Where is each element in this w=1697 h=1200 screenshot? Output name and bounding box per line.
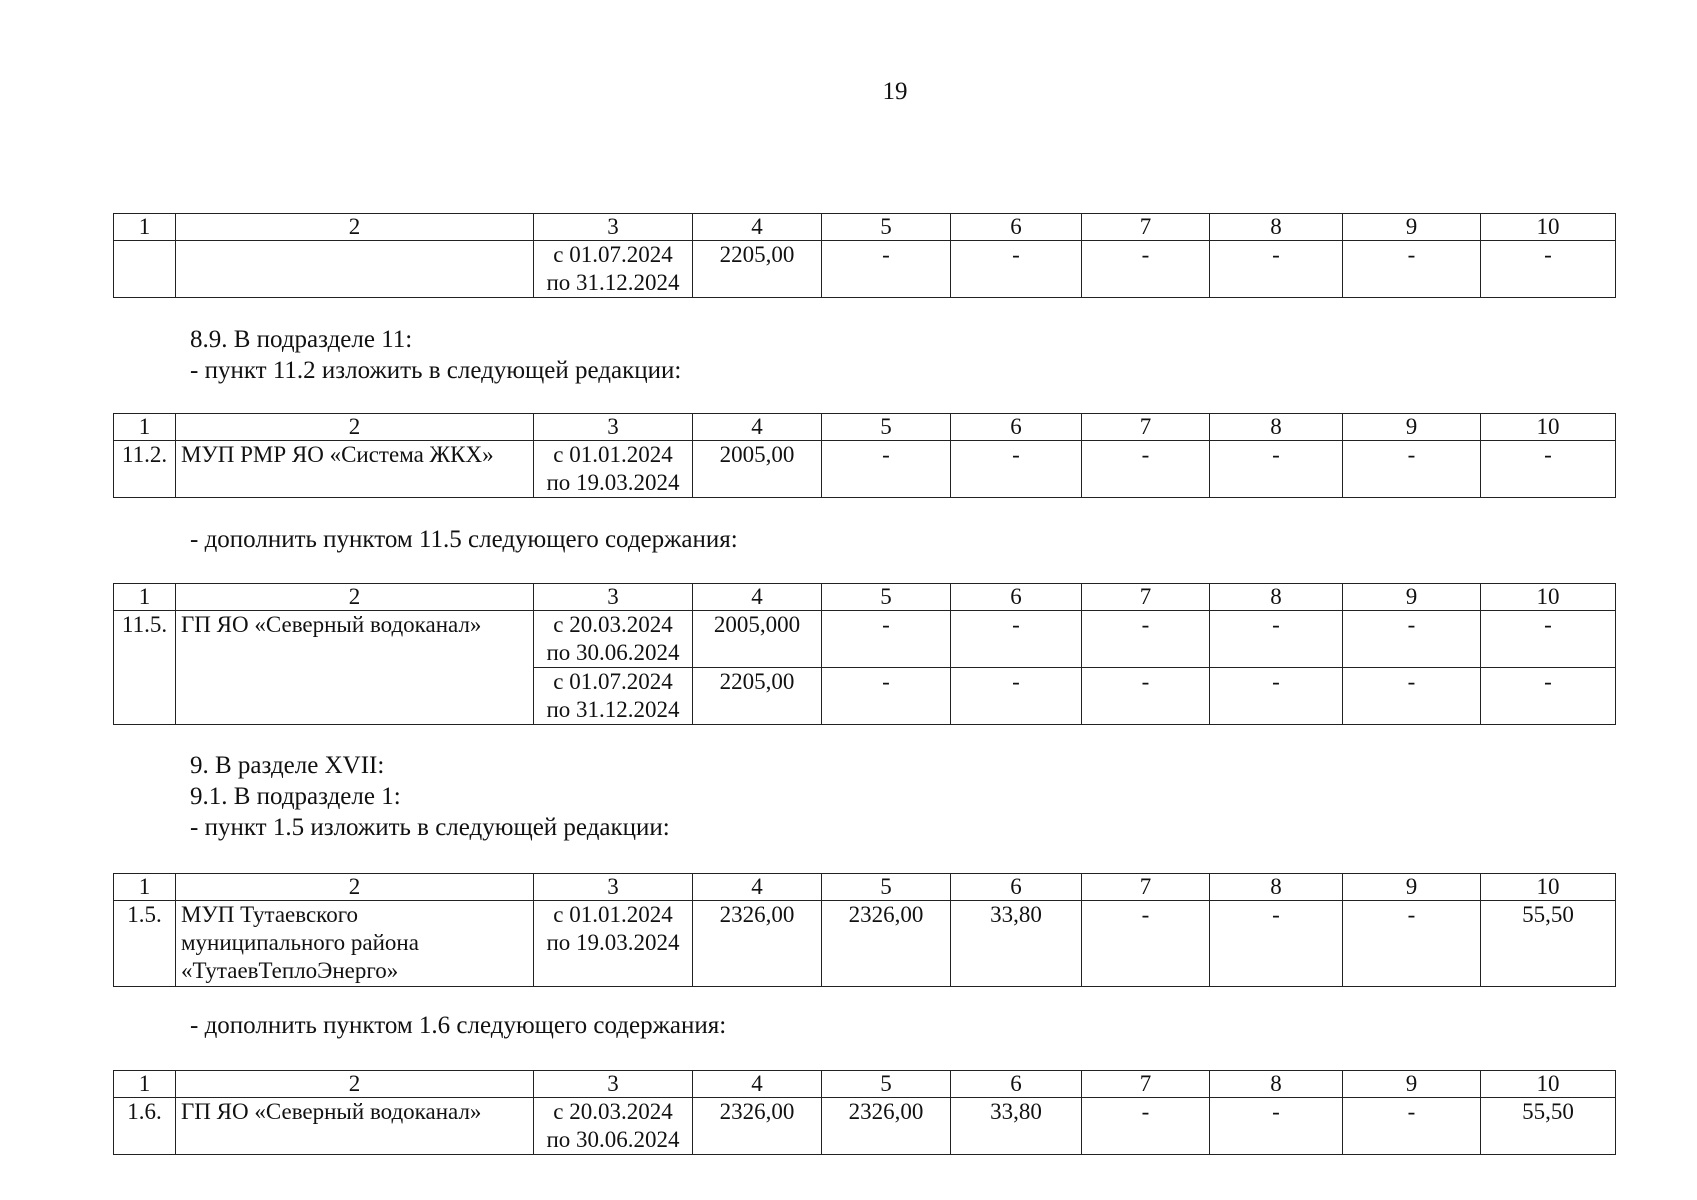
column-header: 7 <box>1082 584 1210 611</box>
instruction-line: 8.9. В подразделе 11: <box>190 326 413 353</box>
period-start: с 01.01.2024 <box>553 902 673 927</box>
column-header: 3 <box>534 1071 693 1098</box>
column-header: 10 <box>1481 584 1616 611</box>
column-header: 5 <box>822 214 951 241</box>
column-header: 8 <box>1210 414 1343 441</box>
period-end: по 31.12.2024 <box>546 697 680 722</box>
item-number-cell: 1.5. <box>114 901 176 987</box>
value-cell: - <box>951 241 1082 298</box>
instruction-line: - дополнить пунктом 11.5 следующего содержания: <box>190 526 738 553</box>
table-row <box>114 441 1616 498</box>
column-header: 2 <box>176 584 534 611</box>
tariff-table-1-5 <box>113 873 1616 987</box>
organization-cell <box>176 241 534 298</box>
period-start: с 20.03.2024 <box>553 1099 673 1124</box>
table-row <box>114 611 1616 668</box>
tariff-table-11-2 <box>113 413 1616 498</box>
value-cell: - <box>1210 441 1343 498</box>
organization-cell <box>176 611 534 725</box>
column-header: 1 <box>114 874 176 901</box>
column-header: 3 <box>534 214 693 241</box>
table-row <box>114 1098 1616 1155</box>
value-cell: 2205,00 <box>693 241 822 298</box>
value-cell: - <box>1343 1098 1481 1155</box>
column-header: 6 <box>951 414 1082 441</box>
value-cell: - <box>951 611 1082 668</box>
column-number-header-row <box>114 1071 1616 1098</box>
value-cell: - <box>1082 901 1210 987</box>
value-cell: - <box>1481 441 1616 498</box>
table-row <box>114 241 1616 298</box>
column-header: 9 <box>1343 584 1481 611</box>
period-start: с 20.03.2024 <box>553 612 673 637</box>
column-header: 8 <box>1210 214 1343 241</box>
column-header: 8 <box>1210 584 1343 611</box>
item-number-cell <box>114 241 176 298</box>
column-number-header-row <box>114 414 1616 441</box>
value-cell: - <box>1210 668 1343 725</box>
column-header: 9 <box>1343 414 1481 441</box>
tariff-table-continuation <box>113 213 1616 298</box>
value-cell: - <box>1481 611 1616 668</box>
column-header: 5 <box>822 414 951 441</box>
period-end: по 31.12.2024 <box>546 270 680 295</box>
organization-cell <box>176 1098 534 1155</box>
organization-cell <box>176 441 534 498</box>
instruction-line: - пункт 11.2 изложить в следующей редакции: <box>190 357 682 384</box>
column-number-header-row <box>114 214 1616 241</box>
value-cell: - <box>1082 241 1210 298</box>
column-header: 2 <box>176 1071 534 1098</box>
column-header: 5 <box>822 584 951 611</box>
instruction-line: 9.1. В подразделе 1: <box>190 783 401 810</box>
value-cell: 2326,00 <box>693 901 822 987</box>
column-header: 7 <box>1082 1071 1210 1098</box>
column-header: 1 <box>114 414 176 441</box>
organization-cell <box>176 901 534 987</box>
period-cell <box>534 901 693 987</box>
organization-name: ГП ЯО «Северный водоканал» <box>181 612 482 637</box>
column-header: 9 <box>1343 874 1481 901</box>
value-cell: - <box>1343 611 1481 668</box>
column-header: 2 <box>176 414 534 441</box>
column-header: 1 <box>114 1071 176 1098</box>
column-header: 2 <box>176 874 534 901</box>
period-end: по 30.06.2024 <box>546 640 680 665</box>
column-header: 1 <box>114 584 176 611</box>
column-header: 3 <box>534 414 693 441</box>
value-cell: - <box>1210 901 1343 987</box>
column-header: 8 <box>1210 874 1343 901</box>
value-cell: - <box>1343 668 1481 725</box>
value-cell: - <box>1210 1098 1343 1155</box>
instruction-line: - пункт 1.5 изложить в следующей редакции: <box>190 814 670 841</box>
column-header: 5 <box>822 874 951 901</box>
column-header: 4 <box>693 584 822 611</box>
column-header: 5 <box>822 1071 951 1098</box>
value-cell: - <box>1481 241 1616 298</box>
table-row <box>114 901 1616 987</box>
column-header: 8 <box>1210 1071 1343 1098</box>
column-header: 4 <box>693 414 822 441</box>
column-header: 4 <box>693 1071 822 1098</box>
column-header: 10 <box>1481 874 1616 901</box>
period-start: с 01.07.2024 <box>553 669 673 694</box>
column-header: 4 <box>693 874 822 901</box>
page-number: 19 <box>882 78 908 105</box>
organization-name: МУП РМР ЯО «Система ЖКХ» <box>181 442 494 467</box>
value-cell: - <box>1481 668 1616 725</box>
value-cell: - <box>1082 668 1210 725</box>
column-header: 7 <box>1082 214 1210 241</box>
tariff-table-11-5 <box>113 583 1616 725</box>
column-header: 3 <box>534 584 693 611</box>
value-cell: 55,50 <box>1481 901 1616 987</box>
value-cell: - <box>1343 441 1481 498</box>
value-cell: - <box>951 441 1082 498</box>
column-header: 10 <box>1481 1071 1616 1098</box>
period-cell <box>534 1098 693 1155</box>
column-header: 6 <box>951 214 1082 241</box>
value-cell: 2005,000 <box>693 611 822 668</box>
column-number-header-row <box>114 874 1616 901</box>
value-cell: - <box>1210 611 1343 668</box>
value-cell: 2326,00 <box>693 1098 822 1155</box>
value-cell: - <box>1210 241 1343 298</box>
column-header: 2 <box>176 214 534 241</box>
organization-name: МУП Тутаевского <box>181 902 359 927</box>
value-cell: 2205,00 <box>693 668 822 725</box>
tariff-table-1-6 <box>113 1070 1616 1155</box>
instruction-paragraph <box>190 750 670 843</box>
value-cell: 33,80 <box>951 901 1082 987</box>
period-end: по 30.06.2024 <box>546 1127 680 1152</box>
value-cell: 2005,00 <box>693 441 822 498</box>
period-cell <box>534 441 693 498</box>
column-header: 1 <box>114 214 176 241</box>
period-cell <box>534 611 693 668</box>
period-start: с 01.01.2024 <box>553 442 673 467</box>
instruction-paragraph <box>190 1010 726 1041</box>
column-header: 4 <box>693 214 822 241</box>
item-number-cell: 11.2. <box>114 441 176 498</box>
value-cell: - <box>1343 901 1481 987</box>
value-cell: - <box>1082 611 1210 668</box>
column-header: 10 <box>1481 214 1616 241</box>
value-cell: 33,80 <box>951 1098 1082 1155</box>
column-header: 6 <box>951 584 1082 611</box>
value-cell: - <box>822 441 951 498</box>
instruction-paragraph <box>190 524 738 555</box>
value-cell: - <box>822 241 951 298</box>
value-cell: 2326,00 <box>822 1098 951 1155</box>
value-cell: 55,50 <box>1481 1098 1616 1155</box>
column-header: 6 <box>951 1071 1082 1098</box>
organization-name: муниципального района <box>181 930 419 955</box>
column-number-header-row <box>114 584 1616 611</box>
period-end: по 19.03.2024 <box>546 470 680 495</box>
value-cell: - <box>951 668 1082 725</box>
instruction-line: - дополнить пунктом 1.6 следующего содержания: <box>190 1012 727 1039</box>
column-header: 10 <box>1481 414 1616 441</box>
column-header: 3 <box>534 874 693 901</box>
value-cell: - <box>1343 241 1481 298</box>
period-end: по 19.03.2024 <box>546 930 680 955</box>
item-number-cell: 11.5. <box>114 611 176 725</box>
column-header: 7 <box>1082 874 1210 901</box>
value-cell: - <box>822 611 951 668</box>
value-cell: - <box>822 668 951 725</box>
organization-name: «ТутаевТеплоЭнерго» <box>181 958 399 983</box>
column-header: 9 <box>1343 214 1481 241</box>
period-cell <box>534 668 693 725</box>
period-cell <box>534 241 693 298</box>
value-cell: - <box>1082 441 1210 498</box>
instruction-line: 9. В разделе XVII: <box>190 752 385 779</box>
value-cell: - <box>1082 1098 1210 1155</box>
organization-name: ГП ЯО «Северный водоканал» <box>181 1099 482 1124</box>
column-header: 6 <box>951 874 1082 901</box>
value-cell: 2326,00 <box>822 901 951 987</box>
period-start: с 01.07.2024 <box>553 242 673 267</box>
column-header: 9 <box>1343 1071 1481 1098</box>
instruction-paragraph <box>190 324 681 386</box>
column-header: 7 <box>1082 414 1210 441</box>
item-number-cell: 1.6. <box>114 1098 176 1155</box>
